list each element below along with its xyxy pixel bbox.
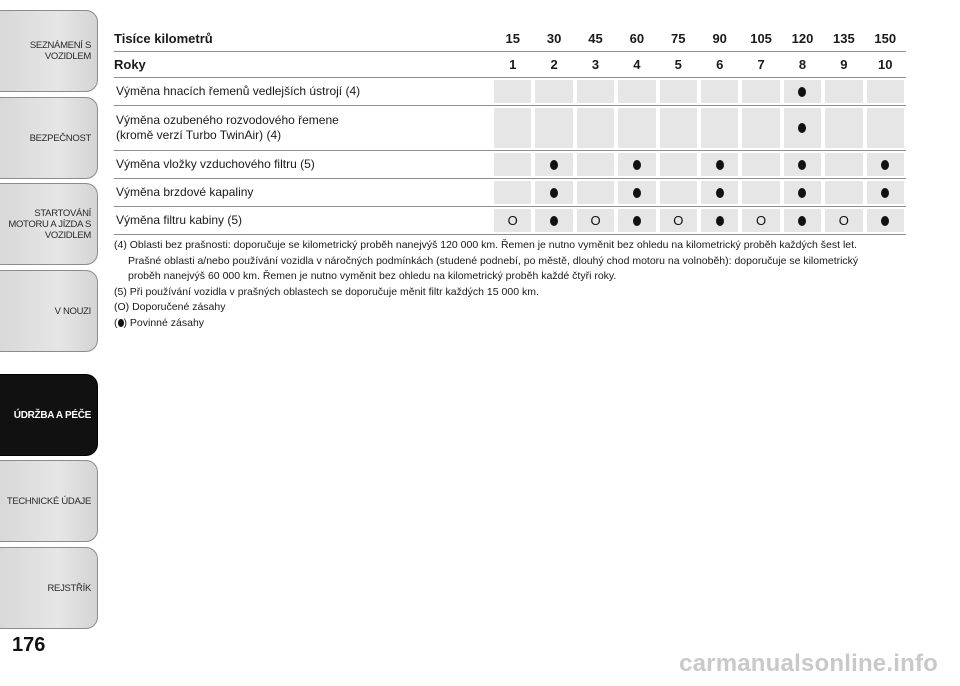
table-cell	[740, 78, 781, 106]
table-cell	[575, 179, 616, 207]
open-circle-icon: O	[673, 213, 684, 228]
cell-box	[660, 209, 697, 232]
header-years-value: 5	[658, 52, 699, 78]
maintenance-schedule	[114, 26, 906, 331]
sidebar-tab-6[interactable]	[0, 547, 98, 629]
table-cell	[616, 78, 657, 106]
table-cell	[658, 179, 699, 207]
cell-box	[701, 80, 738, 103]
header-km-value: 75	[658, 26, 699, 52]
cell-box	[660, 181, 697, 204]
cell-box	[784, 108, 821, 148]
cell-box	[535, 209, 572, 232]
cell-box	[784, 209, 821, 232]
filled-dot-icon	[881, 216, 889, 226]
row-label: Výměna vložky vzduchového filtru (5)	[114, 151, 492, 179]
open-circle-icon: O	[838, 213, 849, 228]
note-4-continued-2: proběh nanejvýš 60 000 km. Řemen je nutno vyměnit bez ohledu na kilometrický proběh každé čtyři roky.	[128, 270, 617, 282]
sidebar-tab-4[interactable]	[0, 374, 98, 456]
cell-box	[784, 153, 821, 176]
watermark: carmanualsonline.info	[679, 650, 938, 677]
table-cell	[492, 78, 533, 106]
cell-box	[867, 181, 904, 204]
table-row	[114, 179, 906, 207]
chapter-sidebar	[0, 0, 100, 640]
table-cell	[740, 151, 781, 179]
cell-box	[535, 153, 572, 176]
filled-dot-icon	[550, 216, 558, 226]
table-cell	[699, 78, 740, 106]
header-km-value: 120	[782, 26, 823, 52]
cell-box	[742, 108, 779, 148]
header-km-value: 15	[492, 26, 533, 52]
cell-box	[742, 181, 779, 204]
note-5: (5) Při používání vozidla v prašných oblastech se doporučuje měnit filtr každých 15 000 km.	[114, 285, 539, 298]
cell-box	[494, 80, 531, 103]
cell-box	[867, 209, 904, 232]
cell-box	[494, 108, 531, 148]
filled-dot-icon	[881, 188, 889, 198]
table-cell	[699, 179, 740, 207]
cell-box	[825, 181, 862, 204]
table-cell	[658, 207, 699, 235]
table-cell	[740, 207, 781, 235]
table-cell	[575, 106, 616, 151]
header-km-label: Tisíce kilometrů	[114, 26, 492, 52]
table-cell	[492, 207, 533, 235]
table-cell	[782, 151, 823, 179]
table-cell	[823, 106, 864, 151]
cell-box	[494, 181, 531, 204]
header-years-value: 4	[616, 52, 657, 78]
header-km-value: 60	[616, 26, 657, 52]
cell-box	[867, 108, 904, 148]
table-row	[114, 78, 906, 106]
filled-dot-icon	[881, 160, 889, 170]
table-cell	[699, 106, 740, 151]
cell-box	[618, 108, 655, 148]
table-cell	[823, 151, 864, 179]
cell-box	[825, 209, 862, 232]
cell-box	[742, 209, 779, 232]
table-cell	[782, 106, 823, 151]
cell-box	[660, 108, 697, 148]
table-cell	[865, 151, 906, 179]
table-cell	[533, 179, 574, 207]
table-cell	[492, 106, 533, 151]
header-years-value: 2	[533, 52, 574, 78]
open-circle-icon: O	[590, 213, 601, 228]
cell-box	[618, 181, 655, 204]
maintenance-table	[114, 26, 906, 235]
row-label: Výměna hnacích řemenů vedlejších ústrojí (4)	[114, 78, 492, 106]
open-circle-icon: O	[507, 213, 518, 228]
table-cell	[865, 78, 906, 106]
legend-mandatory: ( ) Povinné zásahy	[114, 316, 205, 329]
cell-box	[535, 181, 572, 204]
header-years-value: 6	[699, 52, 740, 78]
sidebar-tab-label: REJSTŘÍK	[47, 582, 91, 594]
header-km	[114, 26, 906, 52]
note-4: (4) Oblasti bez prašnosti: doporučuje se kilometrický proběh nanejvýš 120 000 km. Řemen je nutno vyměnit bez ohledu na kilometrický proběh každých šest let.	[114, 239, 857, 251]
cell-box	[577, 80, 614, 103]
cell-box	[660, 80, 697, 103]
cell-box	[535, 80, 572, 103]
sidebar-tab-2[interactable]	[0, 183, 98, 265]
cell-box	[494, 209, 531, 232]
header-years	[114, 52, 906, 78]
cell-box	[577, 209, 614, 232]
table-cell	[575, 78, 616, 106]
table-cell	[616, 151, 657, 179]
table-cell	[616, 207, 657, 235]
sidebar-tab-label: TECHNICKÉ ÚDAJE	[6, 495, 91, 507]
sidebar-tab-5[interactable]	[0, 460, 98, 542]
cell-box	[784, 80, 821, 103]
table-cell	[865, 207, 906, 235]
table-cell	[782, 179, 823, 207]
table-cell	[699, 151, 740, 179]
sidebar-tab-label: ÚDRŽBA A PÉČE	[13, 409, 91, 421]
table-cell	[658, 106, 699, 151]
sidebar-tab-label: V NOUZI	[54, 305, 91, 317]
sidebar-tab-label: BEZPEČNOST	[29, 132, 91, 144]
header-km-value: 30	[533, 26, 574, 52]
cell-box	[742, 153, 779, 176]
row-label: Výměna ozubeného rozvodového řemene (kromě verzí Turbo TwinAir) (4)	[114, 106, 492, 151]
table-cell	[492, 151, 533, 179]
header-km-value: 45	[575, 26, 616, 52]
cell-box	[618, 153, 655, 176]
filled-dot-icon	[550, 188, 558, 198]
filled-dot-icon	[798, 216, 806, 226]
header-years-value: 3	[575, 52, 616, 78]
table-cell	[533, 78, 574, 106]
cell-box	[701, 108, 738, 148]
cell-box	[494, 153, 531, 176]
page-number: 176	[12, 634, 46, 656]
header-years-label: Roky	[114, 52, 492, 78]
footnotes	[114, 238, 906, 331]
table-cell	[823, 207, 864, 235]
table-cell	[616, 106, 657, 151]
table-cell	[533, 207, 574, 235]
sidebar-tab-1[interactable]	[0, 97, 98, 179]
filled-dot-icon	[716, 160, 724, 170]
filled-dot-icon	[550, 160, 558, 170]
header-km-value: 150	[865, 26, 906, 52]
filled-dot-icon	[633, 216, 641, 226]
cell-box	[784, 181, 821, 204]
header-years-value: 7	[740, 52, 781, 78]
table-row	[114, 106, 906, 151]
header-years-value: 10	[865, 52, 906, 78]
table-cell	[658, 78, 699, 106]
sidebar-tab-label: STARTOVÁNÍ MOTORU A JÍZDA S VOZIDLEM	[8, 207, 91, 241]
table-cell	[699, 207, 740, 235]
header-years-value: 1	[492, 52, 533, 78]
table-cell	[575, 151, 616, 179]
table-cell	[865, 106, 906, 151]
table-cell	[533, 151, 574, 179]
table-cell	[865, 179, 906, 207]
filled-dot-icon	[633, 160, 641, 170]
cell-box	[867, 153, 904, 176]
filled-dot-icon	[798, 188, 806, 198]
table-cell	[782, 78, 823, 106]
header-years-value: 9	[823, 52, 864, 78]
cell-box	[742, 80, 779, 103]
cell-box	[618, 209, 655, 232]
filled-dot-icon	[633, 188, 641, 198]
table-cell	[533, 106, 574, 151]
filled-dot-icon	[716, 216, 724, 226]
cell-box	[701, 181, 738, 204]
header-km-value: 90	[699, 26, 740, 52]
table-cell	[740, 179, 781, 207]
table-row	[114, 151, 906, 179]
cell-box	[701, 153, 738, 176]
cell-box	[660, 153, 697, 176]
open-circle-icon: O	[756, 213, 767, 228]
sidebar-tab-3[interactable]	[0, 270, 98, 352]
cell-box	[701, 209, 738, 232]
table-cell	[823, 179, 864, 207]
cell-box	[825, 80, 862, 103]
header-km-value: 105	[740, 26, 781, 52]
table-cell	[492, 179, 533, 207]
table-cell	[658, 151, 699, 179]
legend-recommended: (O) Doporučené zásahy	[114, 301, 226, 313]
cell-box	[535, 108, 572, 148]
cell-box	[577, 181, 614, 204]
cell-box	[825, 108, 862, 148]
filled-dot-icon	[798, 123, 806, 133]
table-cell	[740, 106, 781, 151]
table-row	[114, 207, 906, 235]
table-cell	[782, 207, 823, 235]
cell-box	[825, 153, 862, 176]
filled-dot-icon	[716, 188, 724, 198]
filled-dot-icon	[798, 160, 806, 170]
filled-dot-icon	[798, 87, 806, 97]
row-label: Výměna filtru kabiny (5)	[114, 207, 492, 235]
header-years-value: 8	[782, 52, 823, 78]
cell-box	[577, 108, 614, 148]
sidebar-tab-0[interactable]	[0, 10, 98, 92]
cell-box	[577, 153, 614, 176]
cell-box	[618, 80, 655, 103]
table-cell	[575, 207, 616, 235]
row-label: Výměna brzdové kapaliny	[114, 179, 492, 207]
note-4-continued: Prašné oblasti a/nebo používání vozidla v náročných podmínkách (studené podnebí, po městě, dlouhý chod motoru na volnoběh): doporučuje se kilometrický	[128, 254, 859, 267]
table-cell	[616, 179, 657, 207]
sidebar-tab-label: SEZNÁMENÍ S VOZIDLEM	[29, 40, 91, 62]
header-km-value: 135	[823, 26, 864, 52]
table-cell	[823, 78, 864, 106]
cell-box	[867, 80, 904, 103]
